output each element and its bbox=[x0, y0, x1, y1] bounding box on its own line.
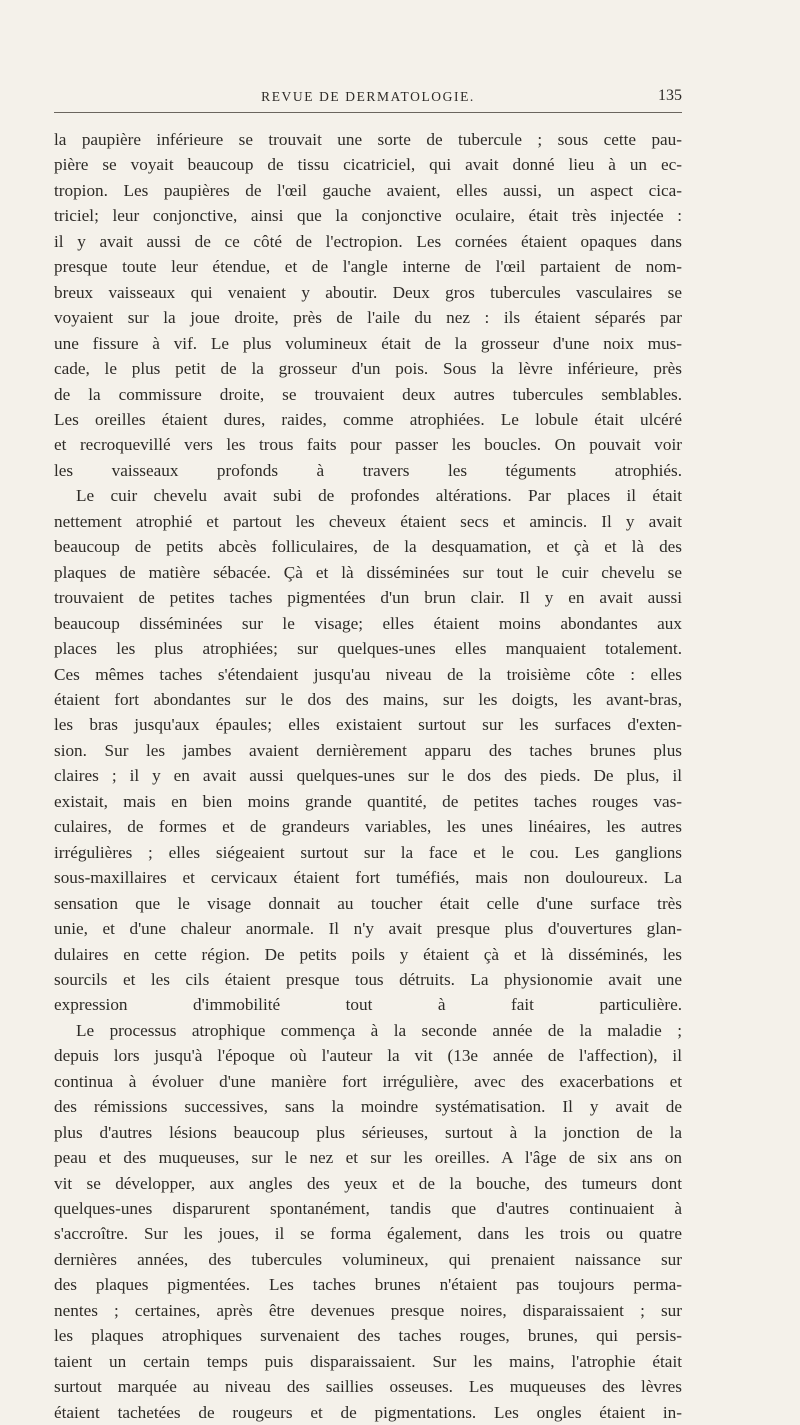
text-line: voyaient sur la joue droite, près de l'aile du nez : ils étaient séparés par bbox=[54, 308, 682, 328]
page-number: 135 bbox=[658, 87, 682, 104]
text-line: vit se développer, aux angles des yeux et de la bouche, des tumeurs dont bbox=[54, 1173, 682, 1193]
text-line: taient un certain temps puis disparaissaient. Sur les mains, l'atrophie était bbox=[54, 1351, 682, 1371]
text-line: nentes ; certaines, après être devenues presque noires, disparaissaient ; sur bbox=[54, 1300, 682, 1320]
text-line: peau et des muqueuses, sur le nez et sur les oreilles. A l'âge de six ans on bbox=[54, 1148, 682, 1168]
text-line: trouvaient de petites taches pigmentées d'un brun clair. Il y en avait aussi bbox=[54, 588, 682, 608]
text-line: les vaisseaux profonds à travers les téguments atrophiés. bbox=[54, 460, 682, 480]
text-line: depuis lors jusqu'à l'époque où l'auteur la vit (13e année de l'affection), il bbox=[54, 1046, 682, 1066]
text-line: existait, mais en bien moins grande quantité, de petites taches rouges vas- bbox=[54, 791, 682, 811]
text-line: une fissure à vif. Le plus volumineux était de la grosseur d'une noix mus- bbox=[54, 333, 682, 353]
paragraph bbox=[54, 127, 682, 483]
text-line: nettement atrophié et partout les cheveux étaient secs et amincis. Il y avait bbox=[54, 511, 682, 531]
text-line: des plaques pigmentées. Les taches brunes n'étaient pas toujours perma- bbox=[54, 1275, 682, 1295]
text-line: sensation que le visage donnait au toucher était celle d'une surface très bbox=[54, 893, 682, 913]
text-line: Ces mêmes taches s'étendaient jusqu'au niveau de la troisième côte : elles bbox=[54, 664, 682, 684]
paragraph bbox=[54, 1018, 682, 1425]
text-line: plaques de matière sébacée. Çà et là disséminées sur tout le cuir chevelu se bbox=[54, 562, 682, 582]
text-line: continua à évoluer d'une manière fort irrégulière, avec des exacerbations et bbox=[54, 1071, 682, 1091]
text-line: dernières années, des tubercules volumineux, qui prenaient naissance sur bbox=[54, 1249, 682, 1269]
text-line: places les plus atrophiées; sur quelques-unes elles manquaient totalement. bbox=[54, 639, 682, 659]
text-line: étaient fort abondantes sur le dos des mains, sur les doigts, les avant-bras, bbox=[54, 689, 682, 709]
text-line: sion. Sur les jambes avaient dernièrement apparu des taches brunes plus bbox=[54, 740, 682, 760]
text-line: sourcils et les cils étaient presque tous détruits. La physionomie avait une bbox=[54, 969, 682, 989]
text-line: surtout marquée au niveau des saillies osseuses. Les muqueuses des lèvres bbox=[54, 1377, 682, 1397]
text-line: les bras jusqu'aux épaules; elles existaient surtout sur les surfaces d'exten- bbox=[54, 715, 682, 735]
text-line: tropion. Les paupières de l'œil gauche avaient, elles aussi, un aspect cica- bbox=[54, 180, 682, 200]
text-line: quelques-unes disparurent spontanément, tandis que d'autres continuaient à bbox=[54, 1199, 682, 1219]
text-line: les plaques atrophiques survenaient des taches rouges, brunes, qui persis- bbox=[54, 1326, 682, 1346]
text-line: Le processus atrophique commença à la seconde année de la maladie ; bbox=[76, 1020, 682, 1040]
text-line: breux vaisseaux qui venaient y aboutir. Deux gros tubercules vasculaires se bbox=[54, 282, 682, 302]
text-line: cade, le plus petit de la grosseur d'un pois. Sous la lèvre inférieure, près bbox=[54, 359, 682, 379]
running-head bbox=[54, 86, 682, 113]
text-line: beaucoup disséminées sur le visage; elles étaient moins abondantes aux bbox=[54, 613, 682, 633]
text-line: presque toute leur étendue, et de l'angle interne de l'œil partaient de nom- bbox=[54, 257, 682, 277]
text-line: Les oreilles étaient dures, raides, comme atrophiées. Le lobule était ulcéré bbox=[54, 409, 682, 429]
text-line: s'accroître. Sur les joues, il se forma également, dans les trois ou quatre bbox=[54, 1224, 682, 1244]
text-line: Le cuir chevelu avait subi de profondes altérations. Par places il était bbox=[76, 486, 682, 506]
text-line: triciel; leur conjonctive, ainsi que la conjonctive oculaire, était très injectée : bbox=[54, 206, 682, 226]
text-line: plus d'autres lésions beaucoup plus sérieuses, surtout à la jonction de la bbox=[54, 1122, 682, 1142]
text-line: la paupière inférieure se trouvait une sorte de tubercule ; sous cette pau- bbox=[54, 130, 682, 149]
text-line: pière se voyait beaucoup de tissu cicatriciel, qui avait donné lieu à un ec- bbox=[54, 155, 682, 175]
text-line: sous-maxillaires et cervicaux étaient fort tuméfiés, mais non douloureux. La bbox=[54, 868, 682, 888]
paragraph bbox=[54, 483, 682, 1018]
text-line: étaient tachetées de rougeurs et de pigmentations. Les ongles étaient in- bbox=[54, 1402, 682, 1422]
text-line: claires ; il y en avait aussi quelques-unes sur le dos des pieds. De plus, il bbox=[54, 766, 682, 786]
text-line: il y avait aussi de ce côté de l'ectropion. Les cornées étaient opaques dans bbox=[54, 231, 682, 251]
text-line: dulaires en cette région. De petits poils y étaient çà et là disséminés, les bbox=[54, 944, 682, 964]
text-line: des rémissions successives, sans la moindre systématisation. Il y avait de bbox=[54, 1097, 682, 1117]
running-title: REVUE DE DERMATOLOGIE. bbox=[261, 89, 475, 104]
body-text bbox=[54, 127, 682, 1425]
document-page bbox=[54, 86, 682, 1425]
text-line: culaires, de formes et de grandeurs variables, les unes linéaires, les autres bbox=[54, 817, 682, 837]
text-line: de la commissure droite, se trouvaient deux autres tubercules semblables. bbox=[54, 384, 682, 404]
text-line: expression d'immobilité tout à fait particulière. bbox=[54, 995, 682, 1015]
text-line: et recroquevillé vers les trous faits pour passer les boucles. On pouvait voir bbox=[54, 435, 682, 455]
text-line: beaucoup de petits abcès folliculaires, de la desquamation, et çà et là des bbox=[54, 537, 682, 557]
text-line: irrégulières ; elles siégeaient surtout sur la face et le cou. Les ganglions bbox=[54, 842, 682, 862]
text-line: unie, et d'une chaleur anormale. Il n'y avait presque plus d'ouvertures glan- bbox=[54, 919, 682, 939]
